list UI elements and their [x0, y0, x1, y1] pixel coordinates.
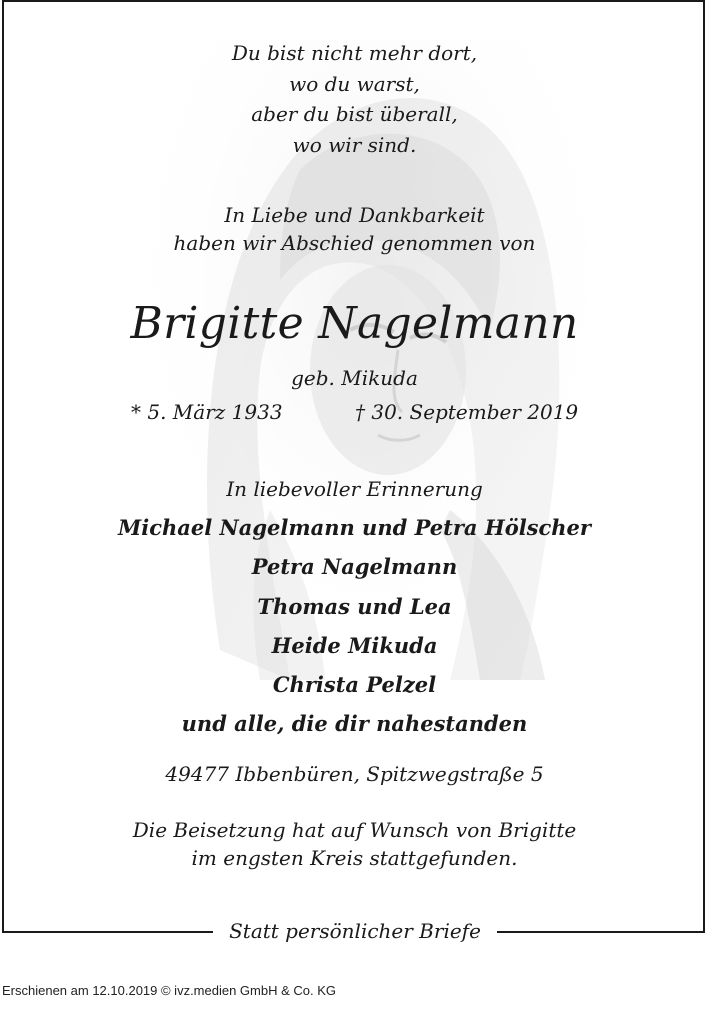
mourner-name: Michael Nagelmann und Petra Hölscher [118, 515, 591, 540]
publication-credit: Erschienen am 12.10.2019 © ivz.medien GmbH & Co. KG [2, 983, 337, 998]
mourner-name: Heide Mikuda [271, 632, 438, 658]
funeral-notice [0, 816, 709, 872]
memory-line: In liebevoller Erinnerung [226, 477, 483, 501]
birth-date: * 5. März 1933 [131, 400, 283, 424]
frame-bottom-rule-left [2, 931, 213, 933]
poem-line: wo wir sind. [292, 132, 417, 157]
birth-name: geb. Mikuda [291, 366, 418, 390]
footer-note: Statt persönlicher Briefe [229, 919, 481, 943]
poem-line: aber du bist überall, [251, 102, 458, 126]
poem [0, 38, 709, 160]
mourners-list [0, 508, 709, 744]
frame-bottom-rule-right [497, 931, 705, 933]
mourner-name: Christa Pelzel [272, 672, 437, 698]
funeral-line: Die Beisetzung hat auf Wunsch von Brigitte [132, 818, 577, 842]
poem-line: wo du warst, [289, 71, 420, 96]
death-date: † 30. September 2019 [355, 400, 579, 424]
mourner-name: Petra Nagelmann [251, 554, 458, 580]
intro-text [0, 201, 709, 257]
mourner-name: Thomas und Lea [257, 593, 452, 619]
funeral-line: im engsten Kreis stattgefunden. [191, 846, 518, 870]
poem-line: Du bist nicht mehr dort, [231, 41, 478, 65]
mourner-name: und alle, die dir nahestanden [181, 711, 528, 737]
family-address: 49477 Ibbenbüren, Spitzwegstraße 5 [165, 762, 544, 786]
intro-line: In Liebe und Dankbarkeit [224, 203, 485, 227]
intro-line: haben wir Abschied genommen von [173, 231, 536, 255]
deceased-name: Brigitte Nagelmann [130, 298, 579, 349]
